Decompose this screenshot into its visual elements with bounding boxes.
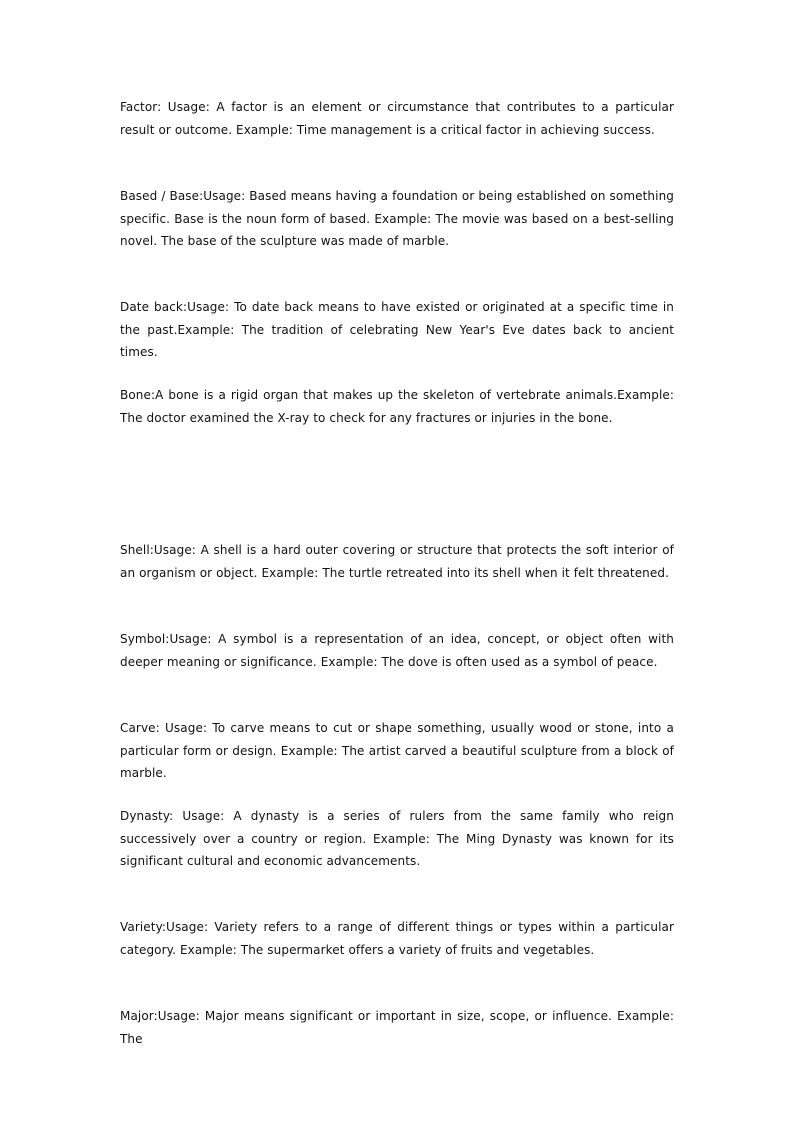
entry-bone: Bone:A bone is a rigid organ that makes up the skeleton of vertebrate animals.Example: The doctor examined the X-ray to check for any fractures or injuries in the bone. xyxy=(120,388,674,425)
entry-dynasty: Dynasty: Usage: A dynasty is a series of rulers from the same family who reign successively over a country or region. Example: The Ming Dynasty was known for its significant cultural and economic advancements. xyxy=(120,809,674,868)
entry-shell: Shell:Usage: A shell is a hard outer covering or structure that protects the soft interior of an organism or object. Example: The turtle retreated into its shell when it felt threatened. xyxy=(120,543,674,580)
entry-carve: Carve: Usage: To carve means to cut or shape something, usually wood or stone, into a particular form or design. Example: The artist carved a beautiful sculpture from a block of marble. xyxy=(120,721,674,780)
entry-variety: Variety:Usage: Variety refers to a range of different things or types within a particular category. Example: The supermarket offers a variety of fruits and vegetables. xyxy=(120,920,674,957)
entry-based-base: Based / Base:Usage: Based means having a foundation or being established on something specific. Base is the noun form of based. Example: The movie was based on a best-selling novel. The base of the sculpture was made of marble. xyxy=(120,189,674,248)
entry-symbol: Symbol:Usage: A symbol is a representation of an idea, concept, or object often with deeper meaning or significance. Example: The dove is often used as a symbol of peace. xyxy=(120,632,674,669)
entry-factor: Factor: Usage: A factor is an element or circumstance that contributes to a particular result or outcome. Example: Time management is a critical factor in achieving success. xyxy=(120,100,674,137)
entry-date-back: Date back:Usage: To date back means to have existed or originated at a specific time in the past.Example: The tradition of celebrating New Year's Eve dates back to ancient times. xyxy=(120,300,674,359)
entry-major: Major:Usage: Major means significant or important in size, scope, or influence. Example: The xyxy=(120,1009,674,1046)
